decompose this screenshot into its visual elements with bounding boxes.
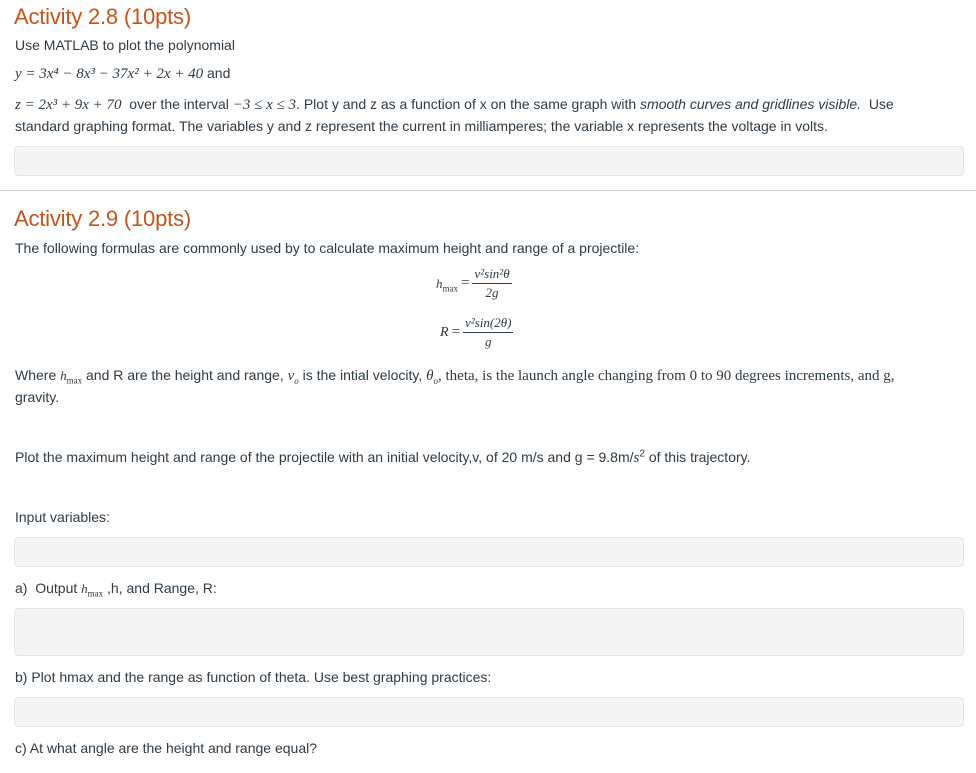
hmax-fraction [472,266,511,301]
hmax-symbol: $h_{max}$ [436,275,458,294]
polynomial-z-line [15,96,894,114]
range-denominator: g [484,334,492,349]
activity-2-9-title: Activity 2.9 (10pts) [14,206,191,231]
graphing-format-text: standard graphing format. The variables y and z represent the current in milliamperes; the variable x represents the voltage in volts. [15,118,828,134]
polynomial-z: z = 2x³ + 9x + 70 [15,97,122,113]
hmax-denominator: 2g [485,285,499,300]
polynomial-y-line [15,65,230,83]
activity-2-9-intro: The following formulas are commonly used by to calculate maximum height and range of a projectile: [15,240,640,256]
where-line: Where $h_{max}$ and R are the height and range, $v_o$ is the intial velocity, $\theta_o$, theta, is the launch angle changing from 0 to 90 degrees increments, and g, [15,367,895,386]
range-symbol: R [440,324,449,340]
answer-box-b[interactable] [14,697,964,727]
input-variables-label: Input variables: [15,509,110,525]
answer-box-2-8[interactable] [14,146,964,176]
plot-instruction-line: Plot the maximum height and range of the projectile with an initial velocity,v, of 20 m/s and $g = 9.8m/s^2$ of this trajectory. [15,448,751,466]
smooth-curves-text: smooth curves and gridlines visible. [640,96,862,112]
plot-instructions: . Plot y and z as a function of x on the same graph with [296,96,641,112]
question-a: a) Output $h_{max}$ ,h, and Range, R: [15,580,217,599]
range-fraction [463,315,513,350]
range-formula: R = $\frac{\text{v²sin(2θ)}}{g}$ [440,315,512,349]
over-text: over the interval [121,96,233,112]
range-numerator: v²sin(2θ) [463,315,513,333]
interval: −3 ≤ x ≤ 3 [232,97,297,113]
hmax-numerator: v²sin²θ [472,266,511,284]
question-b: b) Plot hmax and the range as function of theta. Use best graphing practices: [15,669,492,685]
polynomial-y: y = 3x⁴ − 8x³ − 37x² + 2x + 40 [15,66,204,82]
and-text: and [203,65,231,81]
use-text: Use [861,96,894,112]
answer-box-a[interactable] [14,608,964,656]
hmax-formula: $h_{max}$ = $\frac{\text{v²sin²θ}}{2g}$ [436,266,510,300]
activity-2-8-intro: Use MATLAB to plot the polynomial [15,37,235,53]
activity-2-8-title: Activity 2.8 (10pts) [14,4,191,29]
gravity-text: gravity. [15,389,60,405]
answer-box-input-variables[interactable] [14,537,964,567]
section-divider [0,190,976,191]
question-c: c) At what angle are the height and range equal? [15,740,317,756]
